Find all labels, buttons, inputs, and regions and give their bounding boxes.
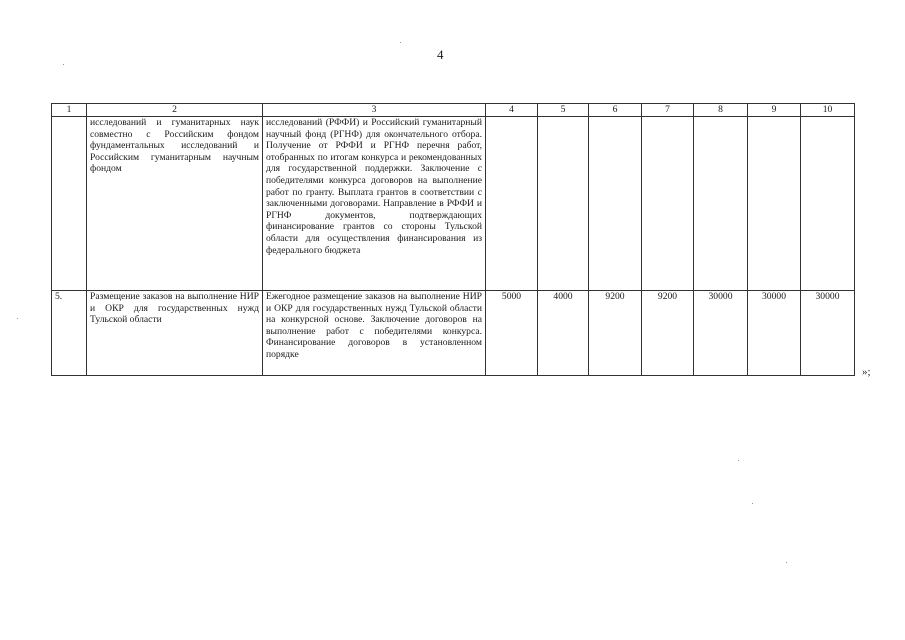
row-number: 5. — [52, 291, 87, 376]
value-cell — [801, 117, 855, 291]
value-cell: 4000 — [538, 291, 589, 376]
value-cell: 30000 — [801, 291, 855, 376]
header-row — [52, 104, 855, 117]
column-header: 7 — [642, 104, 694, 117]
value-cell — [589, 117, 642, 291]
column-header: 9 — [748, 104, 801, 117]
column-header: 10 — [801, 104, 855, 117]
measure-description: Ежегодное размещение заказов на выполнение НИР и ОКР для государственных нужд Тульской области на конкурсной основе. Заключение договоров на выполнение работ с победителями конкурса. Финансирование договоров в установленном порядке — [263, 291, 486, 376]
column-header: 5 — [538, 104, 589, 117]
column-header: 8 — [694, 104, 748, 117]
closing-quote-mark: »; — [862, 366, 871, 378]
measure-name: исследований и гуманитарных наук совместно с Российским фондом фундаментальных исследований и Российским гуманитарным научным фондом — [87, 117, 263, 291]
value-cell — [642, 117, 694, 291]
value-cell — [748, 117, 801, 291]
table-row — [52, 117, 855, 291]
value-cell — [486, 117, 538, 291]
value-cell: 9200 — [589, 291, 642, 376]
value-cell: 5000 — [486, 291, 538, 376]
column-header: 1 — [52, 104, 87, 117]
value-cell — [694, 117, 748, 291]
page-number: 4 — [437, 47, 444, 62]
scan-speck — [752, 503, 753, 504]
scan-speck — [738, 460, 739, 461]
value-cell: 30000 — [748, 291, 801, 376]
program-table — [51, 103, 855, 376]
value-cell — [538, 117, 589, 291]
scan-speck — [63, 64, 64, 65]
scan-speck — [786, 562, 787, 563]
value-cell: 30000 — [694, 291, 748, 376]
value-cell: 9200 — [642, 291, 694, 376]
scan-speck — [400, 42, 401, 43]
measure-description: исследований (РФФИ) и Российский гуманитарный научный фонд (РГНФ) для окончательного отбора. Получение от РФФИ и РГНФ перечня работ, отобранных по итогам конкурса и рекомендованных для государственной поддержки. Заключение с победителями конкурса договоров на выполнение работ по гранту. Выплата грантов в соответствии с заключенными договорами. Направление в РФФИ и РГНФ документов, подтверждающих финансирование грантов со стороны Тульской области для осуществления финансирования из федерального бюджета — [263, 117, 486, 291]
row-number — [52, 117, 87, 291]
column-header: 4 — [486, 104, 538, 117]
measure-name: Размещение заказов на выполнение НИР и ОКР для государственных нужд Тульской области — [87, 291, 263, 376]
table-row — [52, 291, 855, 376]
column-header: 3 — [263, 104, 486, 117]
column-header: 2 — [87, 104, 263, 117]
column-header: 6 — [589, 104, 642, 117]
scan-speck — [17, 318, 18, 319]
